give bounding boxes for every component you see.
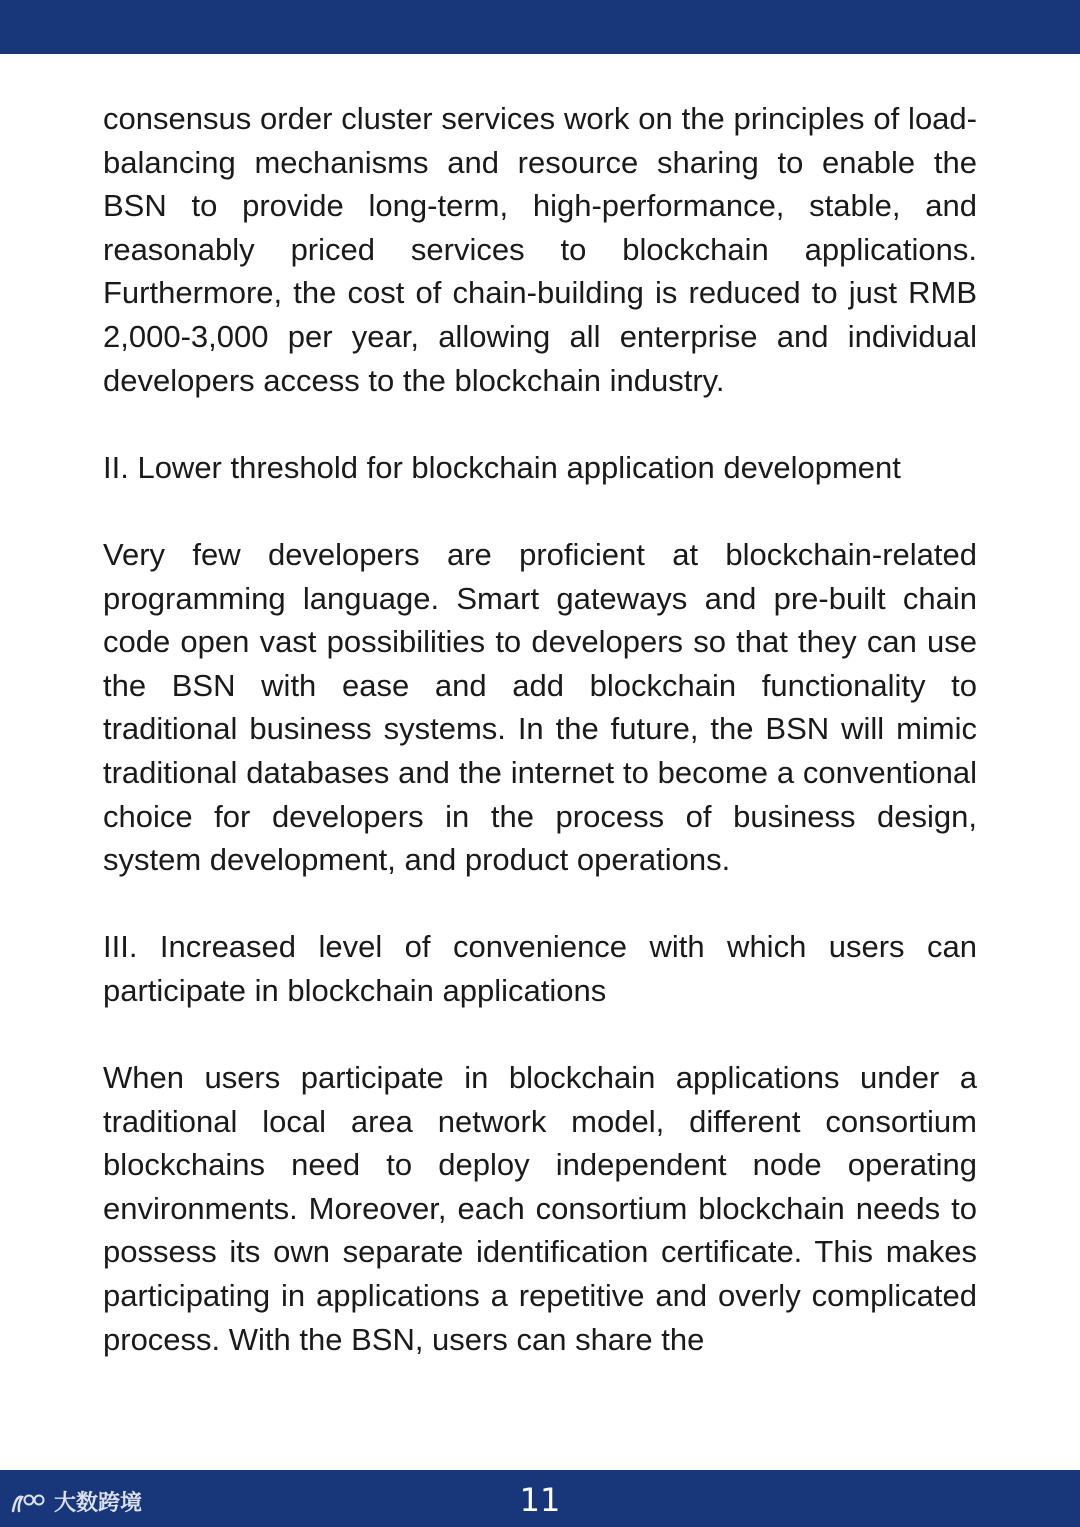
body-paragraph: consensus order cluster services work on the principles of load-balancing mechanisms and resource sharing to enable the BSN to provide long-term, high-performance, stable, and reasonably priced services to blockchain applications. Furthermore, the cost of chain-building is reduced to just RMB 2,000-3,000 per year, allowing all enterprise and individual developers access to the blockchain industry. [103, 101, 977, 398]
header-bar [0, 0, 1080, 54]
footer-bar [0, 1470, 1080, 1527]
page-number: 11 [519, 1481, 561, 1519]
body-paragraph: When users participate in blockchain applications under a traditional local area network model, different consortium blockchains need to deploy independent node operating environments. Moreover, each consortium blockchain needs to possess its own separate identification certificate. This makes participating in applications a repetitive and overly complicated process. With the BSN, users can share the [103, 1060, 977, 1357]
paragraph-spacer [103, 882, 977, 926]
paragraph-spacer [103, 489, 977, 533]
page-content [103, 97, 977, 1361]
watermark-text: 大数跨境 [54, 1491, 143, 1516]
section-heading: II. Lower threshold for blockchain application development [103, 449, 901, 485]
body-paragraph: Very few developers are proficient at blockchain-related programming language. Smart gateways and pre-built chain code open vast possibilities to developers so that they can use the BSN with ease and add blockchain functionality to traditional business systems. In the future, the BSN will mimic traditional databases and the internet to become a conventional choice for developers in the process of business design, system development, and product operations. [103, 536, 977, 878]
paragraph-spacer [103, 402, 977, 446]
section-heading: III. Increased level of convenience with which users can participate in blockchain applications [103, 929, 977, 1008]
paragraph-spacer [103, 1012, 977, 1056]
